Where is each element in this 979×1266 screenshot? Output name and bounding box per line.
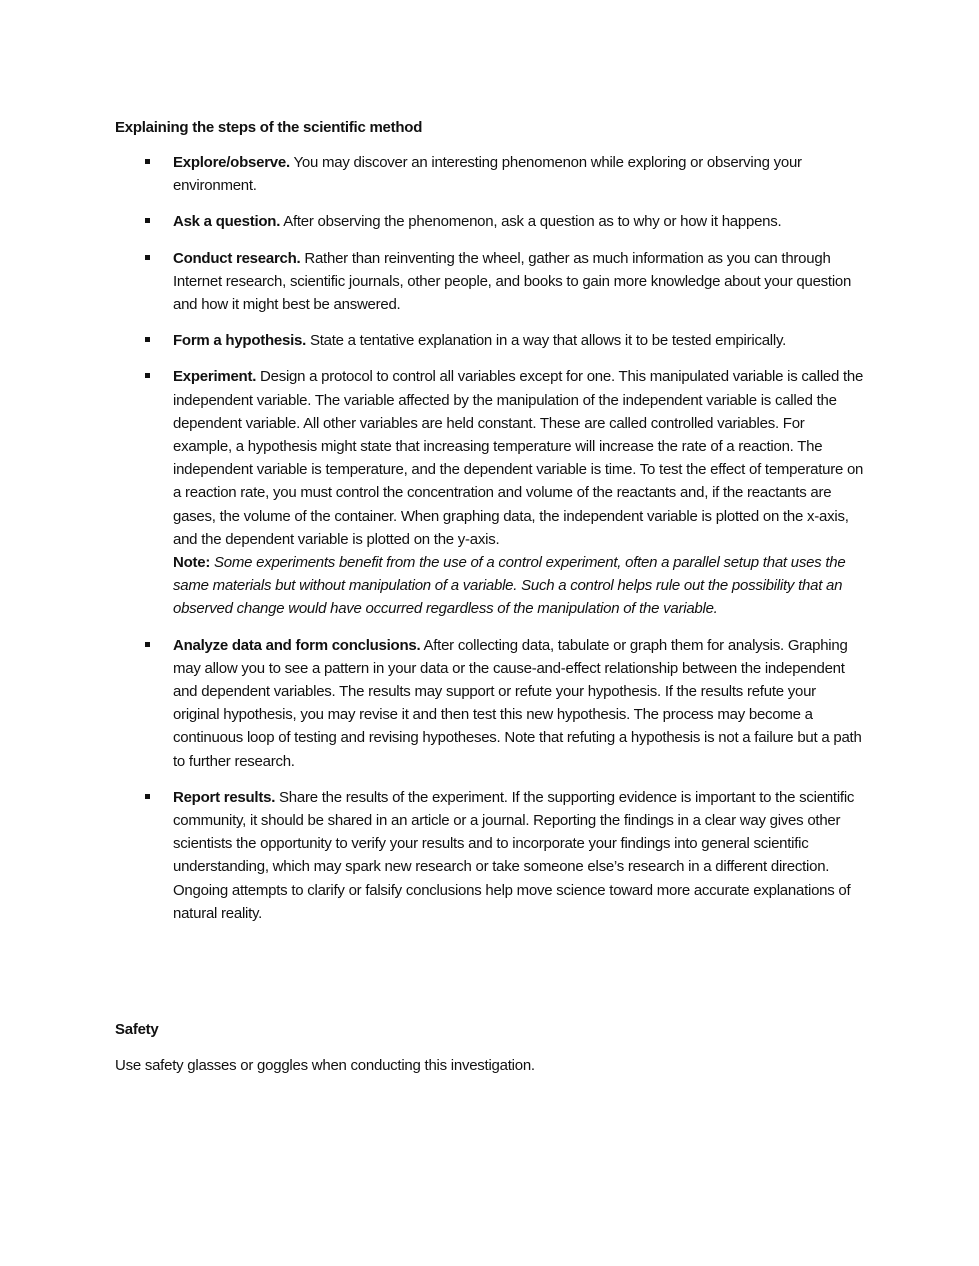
step-text: You may discover an interesting phenomenon while exploring or observing your environment. — [173, 154, 802, 195]
section-heading-scientific-method: Explaining the steps of the scientific method — [115, 119, 423, 136]
list-item — [145, 365, 865, 620]
bullet-icon — [145, 218, 150, 223]
bullet-icon — [145, 373, 150, 378]
list-item — [145, 329, 865, 352]
list-item — [145, 786, 865, 925]
note-text: Some experiments benefit from the use of a control experiment, often a parallel setup that uses the same materials but without manipulation of a variable. Such a control helps rule out the possibility that an observed change would have occurred regardless of the manipulation of the variable. — [173, 554, 846, 618]
bullet-icon — [145, 255, 150, 260]
bullet-icon — [145, 642, 150, 647]
note-label: Note: — [173, 554, 211, 572]
list-item — [145, 210, 865, 233]
section-heading-safety: Safety — [115, 1021, 159, 1038]
bullet-icon — [145, 159, 150, 164]
step-title: Conduct research. — [173, 249, 301, 267]
step-text: After observing the phenomenon, ask a question as to why or how it happens. — [280, 213, 782, 231]
bullet-icon — [145, 794, 150, 799]
steps-list — [145, 151, 865, 938]
safety-text: Use safety glasses or goggles when conducting this investigation. — [115, 1057, 535, 1074]
step-text: Share the results of the experiment. If the supporting evidence is important to the scientific community, it should be shared in an article or a journal. Reporting the findings in a clear way gives other scientists the opportunity to verify your results and to incorporate your findings into general scientific understanding, which may spark new research or take someone else’s research in a different direction. Ongoing attempts to clarify or falsify conclusions help move science toward more accurate explanations of natural reality. — [173, 788, 855, 922]
step-text: Rather than reinventing the wheel, gather as much information as you can through Internet research, scientific journals, other people, and books to gain more knowledge about your question and how it might best be answered. — [173, 249, 852, 314]
step-title: Analyze data and form conclusions. — [173, 636, 421, 654]
list-item — [145, 151, 865, 197]
step-text: Design a protocol to control all variables except for one. This manipulated variable is called the independent variable. The variable affected by the manipulation of the independent variable is called the dependent variable. All other variables are held constant. These are called controlled variables. For example, a hypothesis might state that increasing temperature will increase the rate of a reaction. The independent variable is temperature, and the dependent variable is time. To test the effect of temperature on a reaction rate, you must control the concentration and volume of the reactants and, if the reactants are gases, the volume of the container. When graphing data, the independent variable is plotted on the x-axis, and the dependent variable is plotted on the y-axis. — [173, 368, 864, 548]
step-title: Form a hypothesis. — [173, 332, 307, 350]
bullet-icon — [145, 337, 150, 342]
step-title: Experiment. — [173, 368, 257, 386]
list-item — [145, 247, 865, 317]
step-title: Ask a question. — [173, 213, 281, 231]
step-title: Report results. — [173, 788, 276, 806]
step-text: State a tentative explanation in a way that allows it to be tested empirically. — [306, 332, 787, 350]
step-title: Explore/observe. — [173, 154, 290, 171]
list-item — [145, 634, 865, 773]
step-text: After collecting data, tabulate or graph them for analysis. Graphing may allow you to see a pattern in your data or the cause-and-effect relationship between the independent and dependent variables. The results may support or refute your hypothesis. If the results refute your original hypothesis, you may revise it and then test this new hypothesis. The process may become a continuous loop of testing and revising hypotheses. Note that refuting a hypothesis is not a failure but a path to further research. — [173, 636, 862, 770]
note — [173, 551, 865, 621]
